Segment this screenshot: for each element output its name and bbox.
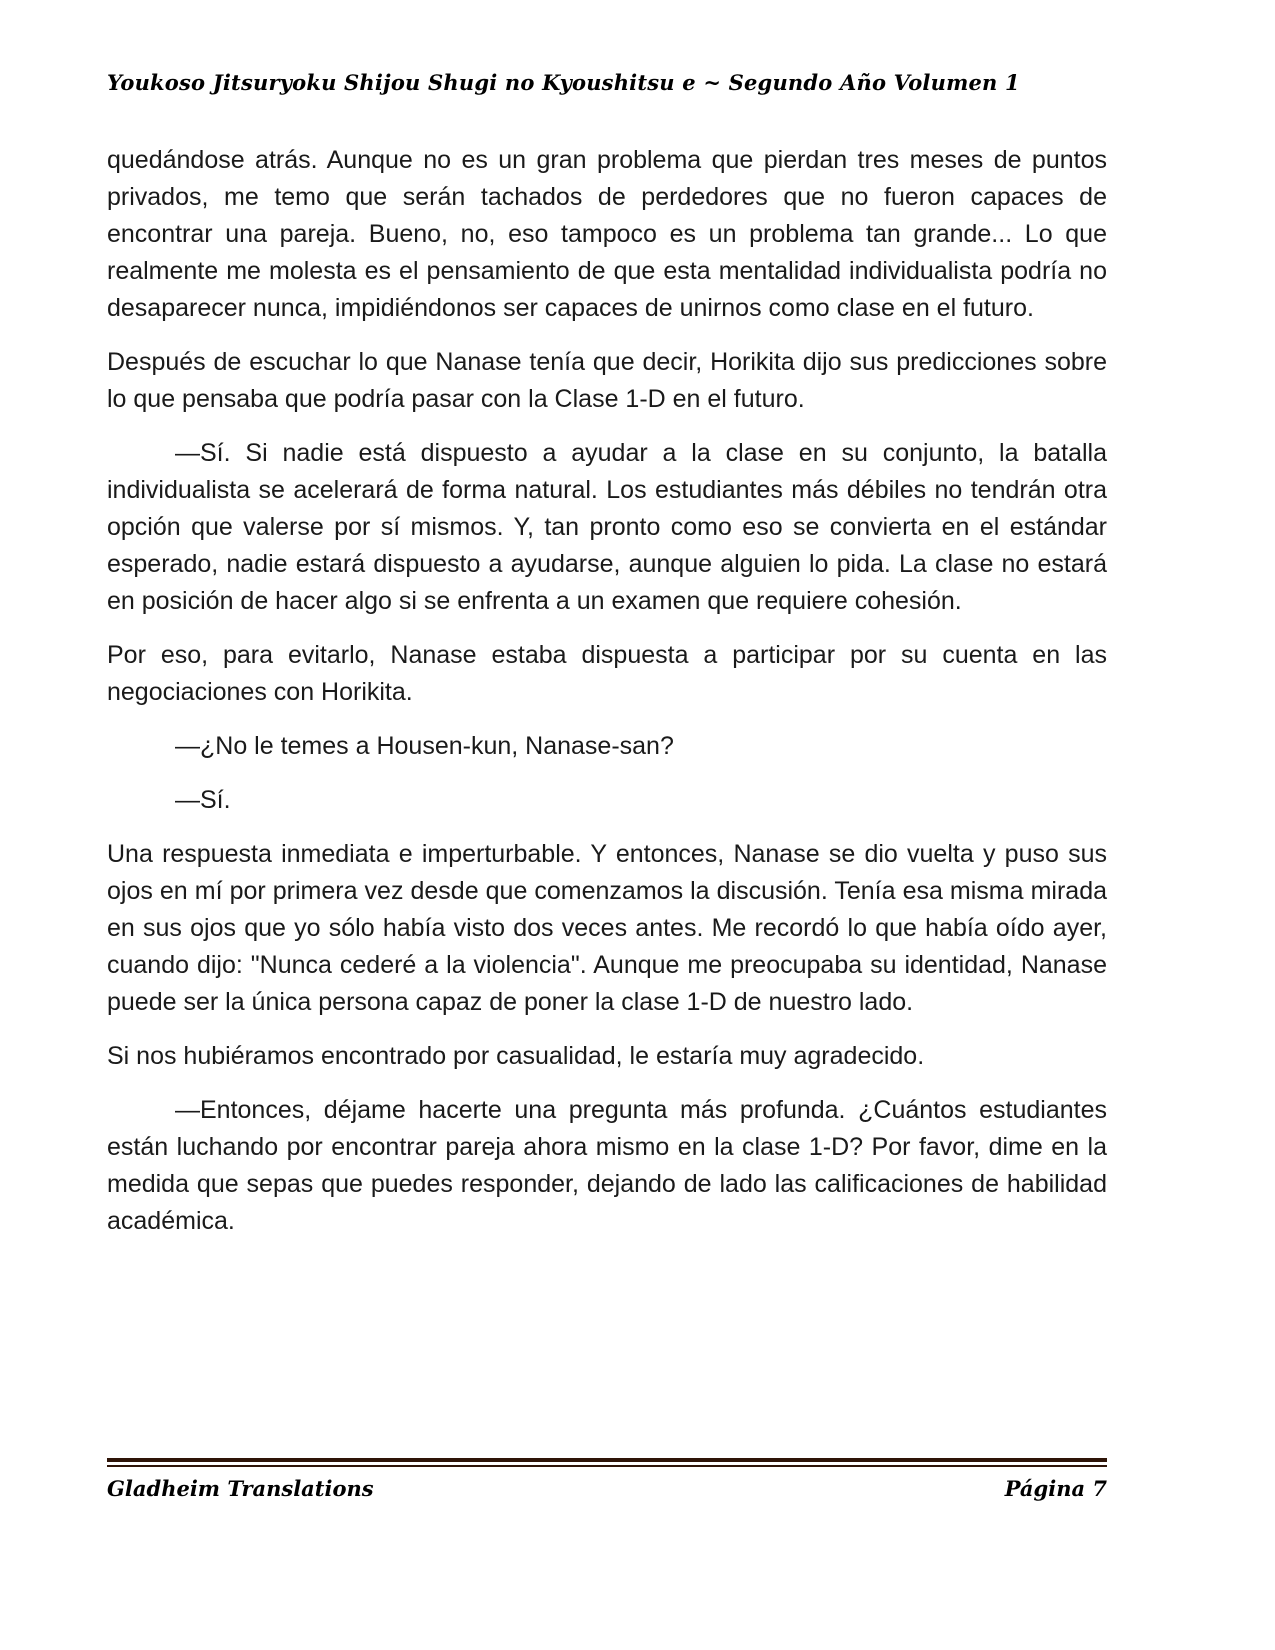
paragraph: —Sí.	[175, 786, 231, 814]
paragraph: Una respuesta inmediata e imperturbable. Y entonces, Nanase se dio vuelta y puso sus ojos en mí por primera vez desde que comenzamos la discusión. Tenía esa misma mirada en sus ojos que yo sólo había visto dos veces antes. Me recordó lo que había oído ayer, cuando dijo: "Nunca cederé a la violencia". Aunque me preocupaba su identidad, Nanase puede ser la única persona capaz de poner la clase 1-D de nuestro lado.	[107, 840, 1107, 1016]
footer-translator-credit: Gladheim Translations	[107, 1476, 374, 1501]
paragraph: Por eso, para evitarlo, Nanase estaba dispuesta a participar por su cuenta en las negociaciones con Horikita.	[107, 641, 1107, 706]
header-title: Youkoso Jitsuryoku Shijou Shugi no Kyoushitsu e ~ Segundo Año Volumen 1	[107, 70, 1020, 95]
footer-page-number: Página 7	[1004, 1476, 1107, 1501]
paragraph: —Sí. Si nadie está dispuesto a ayudar a la clase en su conjunto, la batalla individualista se acelerará de forma natural. Los estudiantes más débiles no tendrán otra opción que valerse por sí mismos. Y, tan pronto como eso se convierta en el estándar esperado, nadie estará dispuesto a ayudarse, aunque alguien lo pida. La clase no estará en posición de hacer algo si se enfrenta a un examen que requiere cohesión.	[107, 439, 1107, 615]
page-header	[107, 70, 1107, 95]
page-footer	[107, 1458, 1107, 1501]
body-text	[107, 142, 1107, 1257]
paragraph: —Entonces, déjame hacerte una pregunta más profunda. ¿Cuántos estudiantes están luchando por encontrar pareja ahora mismo en la clase 1-D? Por favor, dime en la medida que sepas que puedes responder, dejando de lado las calificaciones de habilidad académica.	[107, 1096, 1107, 1235]
paragraph: Si nos hubiéramos encontrado por casualidad, le estaría muy agradecido.	[107, 1042, 925, 1070]
footer-rule	[107, 1458, 1107, 1467]
paragraph: Después de escuchar lo que Nanase tenía que decir, Horikita dijo sus predicciones sobre lo que pensaba que podría pasar con la Clase 1-D en el futuro.	[107, 348, 1107, 413]
paragraph: —¿No le temes a Housen-kun, Nanase-san?	[175, 732, 674, 760]
paragraph: quedándose atrás. Aunque no es un gran problema que pierdan tres meses de puntos privados, me temo que serán tachados de perdedores que no fueron capaces de encontrar una pareja. Bueno, no, eso tampoco es un problema tan grande... Lo que realmente me molesta es el pensamiento de que esta mentalidad individualista podría no desaparecer nunca, impidiéndonos ser capaces de unirnos como clase en el futuro.	[107, 146, 1107, 322]
